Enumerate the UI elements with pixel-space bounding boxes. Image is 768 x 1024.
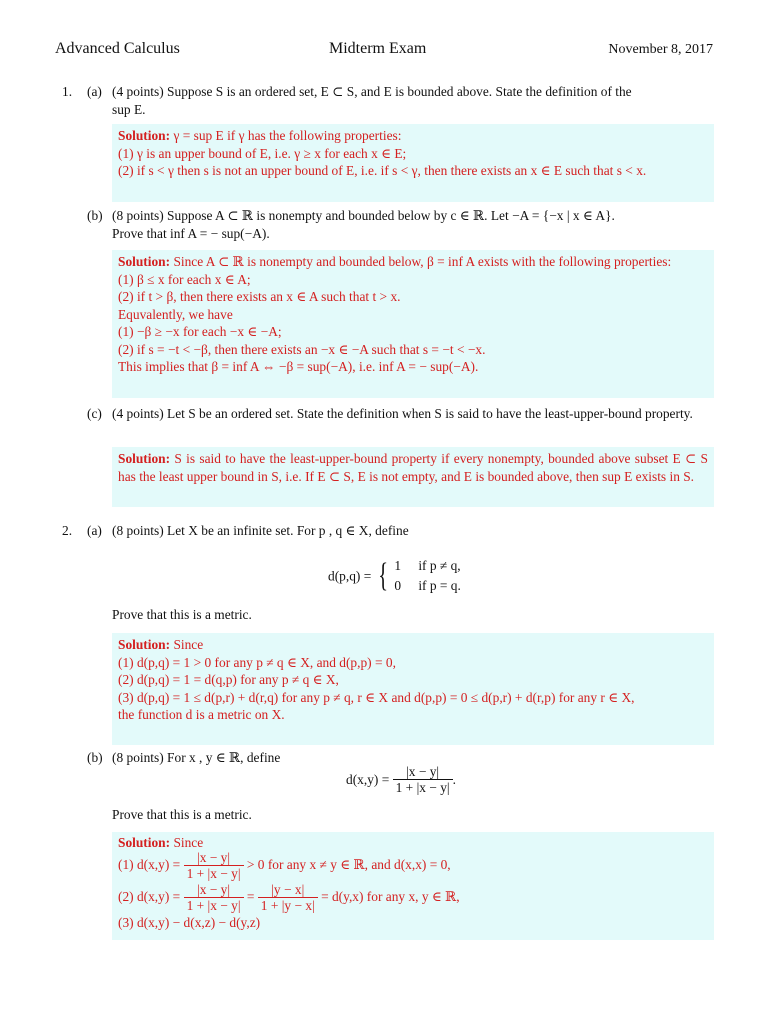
q1b-solution-line4: (1) −β ≥ −x for each −x ∈ −A;: [118, 324, 282, 339]
course-name: Advanced Calculus: [55, 40, 180, 57]
q1c-prompt: (4 points) Let S be an ordered set. State the definition when S is said to have the least-upper-bound property.: [112, 406, 693, 421]
q2b-solution-heading: Solution:: [118, 835, 171, 850]
q1a-solution-line0: γ = sup E if γ has the following properties:: [170, 128, 402, 143]
q1a-prompt: [112, 83, 714, 118]
q1a-prompt-line1: (4 points) Suppose S is an ordered set, E ⊂ S, and E is bounded above. State the definition of the: [112, 84, 632, 99]
q2a-case1-value: 1: [394, 558, 402, 573]
q2b-eq-period: .: [452, 771, 456, 787]
q2a-solution-line1: (1) d(p,q) = 1 > 0 for any p ≠ q ∈ X, and d(p,p) = 0,: [118, 654, 396, 670]
q2a-prompt: (8 points) Let X be an infinite set. For p , q ∈ X, define: [112, 523, 409, 538]
q2b-solution-line1: [118, 850, 708, 880]
q2b-s1-denominator: 1 + |x − y|: [186, 866, 241, 882]
q2a-solution-line3: (3) d(p,q) = 1 ≤ d(p,r) + d(r,q) for any p ≠ q, r ∈ X and d(p,p) = 0 ≤ d(p,r) + d(r,p) for any r ∈ X,: [118, 689, 635, 705]
q2b-s2-suffix: = d(y,x) for any x, y ∈ ℝ,: [317, 889, 460, 904]
q1b-prompt: [112, 207, 714, 242]
q1b-prompt-line2: Prove that inf A = − sup(−A).: [112, 225, 270, 241]
q2b-eq-fraction: [393, 764, 453, 795]
q1b-solution-box: [112, 250, 714, 398]
q2a-case2-condition: if p = q.: [418, 578, 461, 593]
q2a-metric-definition: [328, 556, 461, 596]
q1b-solution-line3: Equvalently, we have: [118, 306, 233, 322]
q2a-solution-line0: Since: [170, 637, 204, 652]
q1b-solution-line6: This implies that β = inf A ⇔ −β = sup(−A), i.e. inf A = − sup(−A).: [118, 359, 479, 374]
q2b-metric-definition: [346, 764, 456, 795]
q2a-solution-line4: the function d is a metric on X.: [118, 707, 285, 722]
q2a-case2-value: 0: [394, 578, 402, 593]
q1c-label: (c): [87, 406, 102, 421]
q1a-label: (a): [87, 84, 102, 99]
q1c-solution-box: [112, 447, 714, 507]
q2b-s1-numerator: |x − y|: [184, 850, 244, 866]
q2b-solution-box: [112, 832, 714, 940]
q1c-solution-heading: Solution:: [118, 451, 171, 466]
q2b-solution-line2: [118, 880, 708, 914]
q2a-cases: [394, 556, 461, 596]
q2a-case1-condition: if p ≠ q,: [418, 558, 461, 573]
q1a-solution-line1: (1) γ is an upper bound of E, i.e. γ ≥ x for each x ∈ E;: [118, 145, 407, 161]
q1a-prompt-line2: sup E.: [112, 101, 146, 117]
q2b-s2-fraction1: [184, 882, 244, 913]
q1b-label: (b): [87, 208, 103, 223]
exam-date: November 8, 2017: [608, 42, 713, 57]
q1b-prompt-line1: (8 points) Suppose A ⊂ ℝ is nonempty and bounded below by c ∈ ℝ. Let −A = {−x | x ∈ A}.: [112, 208, 615, 223]
q2b-s1-fraction: [184, 850, 244, 881]
q1b-solution-line5: (2) if s = −t < −β, then there exists an −x ∈ −A such that s = −t < −x.: [118, 341, 486, 357]
q1c-solution-text: S is said to have the least-upper-bound property if every nonempty, bounded above subset E ⊂ S has the least upper bound in S, i.e. If E ⊂ S, E is not empty, and E is bounded above, then sup E exists in S.: [118, 451, 708, 484]
left-brace-icon: {: [377, 557, 388, 594]
q2b-s2-fraction2: [258, 882, 318, 913]
q2b-solution-line0: Since: [170, 835, 204, 850]
q2a-solution-heading: Solution:: [118, 637, 171, 652]
q2b-s1-prefix: (1) d(x,y) =: [118, 857, 181, 872]
q2b-s2-numerator1: |x − y|: [184, 882, 244, 898]
q1b-solution-line1: (1) β ≤ x for each x ∈ A;: [118, 271, 251, 287]
q1b-solution-heading: Solution:: [118, 254, 171, 269]
exam-title: Midterm Exam: [329, 40, 427, 57]
q2b-prompt-line2: Prove that this is a metric.: [112, 807, 252, 822]
q2a-solution-box: [112, 633, 714, 745]
q1b-solution-line2: (2) if t > β, then there exists an x ∈ A such that t > x.: [118, 289, 401, 304]
q2b-solution-line3: (3) d(x,y) − d(x,z) − d(y,z): [118, 915, 261, 930]
q1b-solution-line0: Since A ⊂ ℝ is nonempty and bounded below, β = inf A exists with the following properties:: [170, 254, 672, 269]
q1a-solution-line2: (2) if s < γ then s is not an upper bound of E, i.e. if s < γ, then there exists an x ∈ E such that s < x.: [118, 163, 647, 178]
q2b-prompt: (8 points) For x , y ∈ ℝ, define: [112, 750, 281, 765]
question-1-number: 1.: [62, 84, 73, 99]
q2a-eq-lhs: d(p,q) =: [328, 568, 372, 584]
q2b-s2-numerator2: |y − x|: [258, 882, 318, 898]
question-2-number: 2.: [62, 523, 73, 538]
q2b-s1-suffix: > 0 for any x ≠ y ∈ ℝ, and d(x,x) = 0,: [243, 857, 451, 872]
q2a-solution-line2: (2) d(p,q) = 1 = d(q,p) for any p ≠ q ∈ X,: [118, 672, 339, 687]
q2b-s2-prefix: (2) d(x,y) =: [118, 889, 181, 904]
q2b-eq-denominator: 1 + |x − y|: [395, 780, 450, 795]
q2b-label: (b): [87, 750, 103, 765]
q2b-eq-lhs: d(x,y) =: [346, 771, 390, 787]
q2b-eq-numerator: |x − y|: [393, 764, 453, 780]
q2a-label: (a): [87, 523, 102, 538]
page-header: [55, 40, 713, 62]
q1a-solution-box: [112, 124, 714, 202]
q2a-prompt-line2: Prove that this is a metric.: [112, 607, 252, 622]
q2b-s2-denominator1: 1 + |x − y|: [186, 898, 241, 914]
q2b-s2-denominator2: 1 + |y − x|: [260, 898, 315, 914]
q1a-solution-heading: Solution:: [118, 128, 171, 143]
q2b-s2-equals: =: [243, 889, 258, 904]
